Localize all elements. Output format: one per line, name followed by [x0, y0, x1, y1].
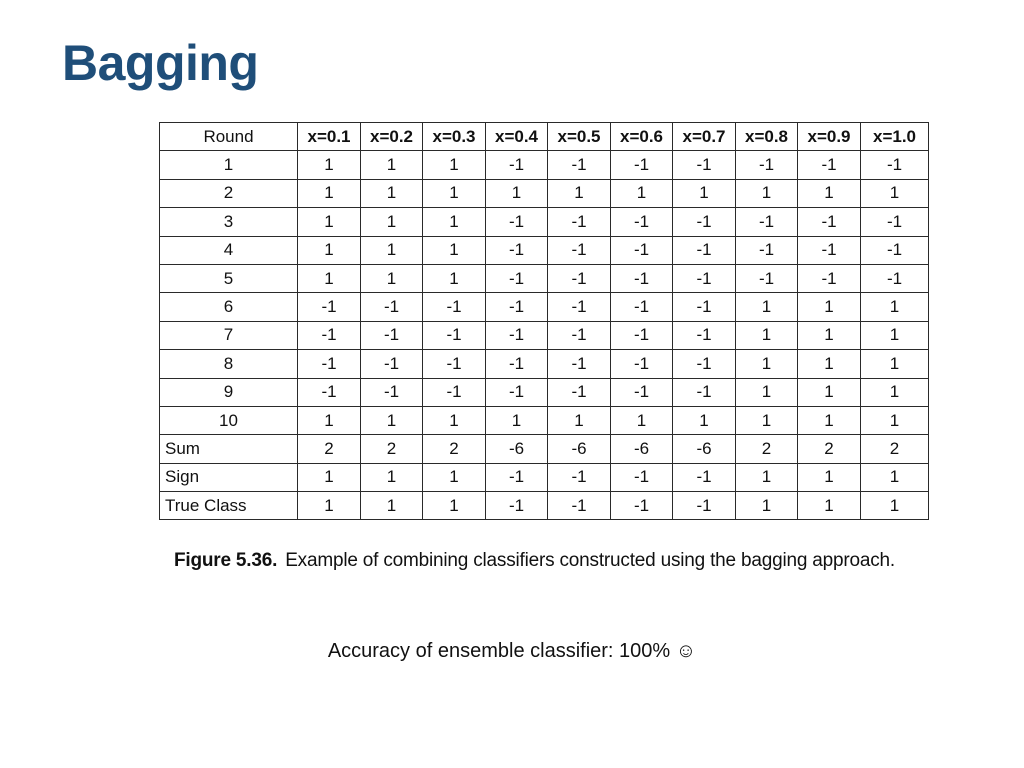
summary-label: True Class [160, 492, 298, 520]
table-cell: 1 [798, 378, 861, 406]
table-cell: 1 [736, 378, 798, 406]
table-cell: 1 [361, 406, 423, 434]
table-cell: -1 [798, 208, 861, 236]
table-cell: 1 [423, 264, 486, 292]
table-row [160, 264, 929, 292]
table-cell: -1 [486, 293, 548, 321]
table-cell: 1 [298, 406, 361, 434]
table-cell: 1 [861, 492, 929, 520]
round-label: 10 [160, 406, 298, 434]
table-cell: -1 [861, 236, 929, 264]
column-header-x: x=0.3 [423, 123, 486, 151]
table-cell: 1 [361, 492, 423, 520]
table-cell: -1 [736, 236, 798, 264]
table-cell: -1 [673, 151, 736, 179]
table-cell: -1 [486, 151, 548, 179]
table-header-row [160, 123, 929, 151]
table-cell: 1 [548, 406, 611, 434]
table-cell: -1 [611, 492, 673, 520]
round-label: 9 [160, 378, 298, 406]
table-cell: 1 [423, 208, 486, 236]
table-cell: 2 [798, 435, 861, 463]
table-cell: 1 [861, 406, 929, 434]
round-label: 7 [160, 321, 298, 349]
table-cell: -1 [736, 264, 798, 292]
table-cell: 2 [423, 435, 486, 463]
table-cell: 1 [798, 463, 861, 491]
table-cell: 1 [423, 179, 486, 207]
figure-caption [174, 550, 895, 572]
table-cell: -1 [423, 293, 486, 321]
table-row [160, 179, 929, 207]
round-label: 1 [160, 151, 298, 179]
table-cell: 1 [798, 179, 861, 207]
table-cell: -1 [611, 151, 673, 179]
table-cell: -1 [673, 321, 736, 349]
table-cell: 2 [361, 435, 423, 463]
round-label: 2 [160, 179, 298, 207]
table-cell: 1 [861, 321, 929, 349]
table-cell: 1 [611, 179, 673, 207]
column-header-round: Round [160, 123, 298, 151]
table-cell: -6 [548, 435, 611, 463]
table-cell: -6 [611, 435, 673, 463]
column-header-x: x=0.6 [611, 123, 673, 151]
table-cell: 1 [361, 264, 423, 292]
table-cell: -1 [361, 350, 423, 378]
table-row [160, 293, 929, 321]
table-cell: 1 [861, 378, 929, 406]
table-cell: -1 [611, 378, 673, 406]
summary-row [160, 435, 929, 463]
table-cell: 1 [298, 264, 361, 292]
table-cell: 1 [298, 492, 361, 520]
column-header-x: x=1.0 [861, 123, 929, 151]
table-cell: -1 [611, 236, 673, 264]
table-cell: -1 [798, 264, 861, 292]
table-cell: -1 [486, 236, 548, 264]
figure-number: Figure 5.36. [174, 550, 278, 571]
table-row [160, 236, 929, 264]
table-cell: 1 [298, 151, 361, 179]
table-cell: -6 [486, 435, 548, 463]
table-cell: -1 [736, 151, 798, 179]
table-cell: -1 [548, 463, 611, 491]
table-cell: 1 [298, 208, 361, 236]
table-row [160, 378, 929, 406]
table-cell: 2 [861, 435, 929, 463]
summary-label: Sign [160, 463, 298, 491]
table-cell: 1 [798, 293, 861, 321]
table-row [160, 321, 929, 349]
table-cell: -1 [548, 378, 611, 406]
table-cell: -1 [548, 321, 611, 349]
table-cell: 1 [423, 236, 486, 264]
table-cell: 2 [736, 435, 798, 463]
table-cell: -1 [548, 293, 611, 321]
summary-row [160, 463, 929, 491]
table-cell: -1 [423, 321, 486, 349]
summary-label: Sum [160, 435, 298, 463]
table-cell: 1 [611, 406, 673, 434]
table-cell: 1 [736, 492, 798, 520]
table-cell: 1 [736, 321, 798, 349]
column-header-x: x=0.5 [548, 123, 611, 151]
round-label: 5 [160, 264, 298, 292]
table-cell: -1 [298, 378, 361, 406]
table-cell: 1 [673, 406, 736, 434]
table-cell: 1 [423, 492, 486, 520]
table-cell: -1 [611, 293, 673, 321]
table-cell: -1 [673, 463, 736, 491]
table-cell: 1 [861, 463, 929, 491]
table-cell: 1 [861, 350, 929, 378]
table-cell: -1 [673, 492, 736, 520]
table-cell: -1 [673, 264, 736, 292]
table-cell: 1 [298, 463, 361, 491]
table-cell: -1 [548, 264, 611, 292]
table-row [160, 208, 929, 236]
round-label: 4 [160, 236, 298, 264]
table-cell: 1 [798, 406, 861, 434]
table-cell: -1 [611, 350, 673, 378]
table-cell: 1 [298, 179, 361, 207]
table-cell: -1 [486, 264, 548, 292]
table-cell: -1 [798, 236, 861, 264]
table-cell: -1 [611, 264, 673, 292]
column-header-x: x=0.1 [298, 123, 361, 151]
table-cell: 1 [548, 179, 611, 207]
table-cell: 1 [486, 406, 548, 434]
round-label: 8 [160, 350, 298, 378]
table-cell: -1 [798, 151, 861, 179]
table-cell: 1 [361, 179, 423, 207]
table-cell: -1 [298, 293, 361, 321]
table-cell: 1 [673, 179, 736, 207]
table-cell: 1 [361, 208, 423, 236]
table-cell: -1 [298, 350, 361, 378]
table-cell: 1 [736, 463, 798, 491]
table-cell: -1 [298, 321, 361, 349]
table-cell: -1 [673, 236, 736, 264]
bagging-results-table [159, 122, 929, 520]
column-header-x: x=0.8 [736, 123, 798, 151]
table-cell: -1 [486, 208, 548, 236]
column-header-x: x=0.9 [798, 123, 861, 151]
slide-title: Bagging [62, 35, 259, 91]
summary-row [160, 492, 929, 520]
table-cell: -1 [611, 463, 673, 491]
table-row [160, 151, 929, 179]
table-cell: -1 [486, 378, 548, 406]
column-header-x: x=0.4 [486, 123, 548, 151]
column-header-x: x=0.7 [673, 123, 736, 151]
table-cell: 1 [423, 463, 486, 491]
table-cell: 1 [736, 179, 798, 207]
table-cell: 1 [361, 151, 423, 179]
table-cell: 1 [798, 350, 861, 378]
table-cell: -1 [736, 208, 798, 236]
table-cell: 1 [736, 350, 798, 378]
column-header-x: x=0.2 [361, 123, 423, 151]
table-cell: -1 [548, 208, 611, 236]
table-cell: 1 [423, 406, 486, 434]
table-cell: -1 [673, 378, 736, 406]
table-row [160, 350, 929, 378]
table-cell: -1 [361, 293, 423, 321]
table-cell: -1 [486, 350, 548, 378]
table-cell: -1 [548, 492, 611, 520]
table-cell: 1 [736, 406, 798, 434]
table-cell: -1 [548, 151, 611, 179]
table-cell: -1 [423, 378, 486, 406]
table-cell: -1 [673, 208, 736, 236]
table-cell: 1 [736, 293, 798, 321]
table-cell: -1 [361, 378, 423, 406]
table-cell: 1 [486, 179, 548, 207]
table-cell: -1 [673, 350, 736, 378]
figure-caption-text: Example of combining classifiers constructed using the bagging approach. [285, 550, 895, 571]
table-cell: 1 [361, 236, 423, 264]
table-cell: -1 [486, 492, 548, 520]
table-cell: -1 [486, 321, 548, 349]
table-row [160, 406, 929, 434]
table-cell: -1 [423, 350, 486, 378]
round-label: 6 [160, 293, 298, 321]
table-cell: 1 [298, 236, 361, 264]
table-cell: 1 [798, 492, 861, 520]
table-cell: 2 [298, 435, 361, 463]
table-cell: -1 [611, 321, 673, 349]
table-cell: -1 [861, 264, 929, 292]
table-cell: -1 [548, 236, 611, 264]
table-cell: -1 [548, 350, 611, 378]
table-cell: -1 [673, 293, 736, 321]
table-cell: -1 [861, 208, 929, 236]
table-cell: -1 [486, 463, 548, 491]
table-cell: -1 [361, 321, 423, 349]
table-cell: 1 [361, 463, 423, 491]
round-label: 3 [160, 208, 298, 236]
table-cell: 1 [861, 179, 929, 207]
table-cell: 1 [861, 293, 929, 321]
table-cell: 1 [798, 321, 861, 349]
table-cell: -1 [861, 151, 929, 179]
table-cell: -6 [673, 435, 736, 463]
table-cell: 1 [423, 151, 486, 179]
accuracy-statement: Accuracy of ensemble classifier: 100% ☺ [327, 640, 697, 662]
table-cell: -1 [611, 208, 673, 236]
